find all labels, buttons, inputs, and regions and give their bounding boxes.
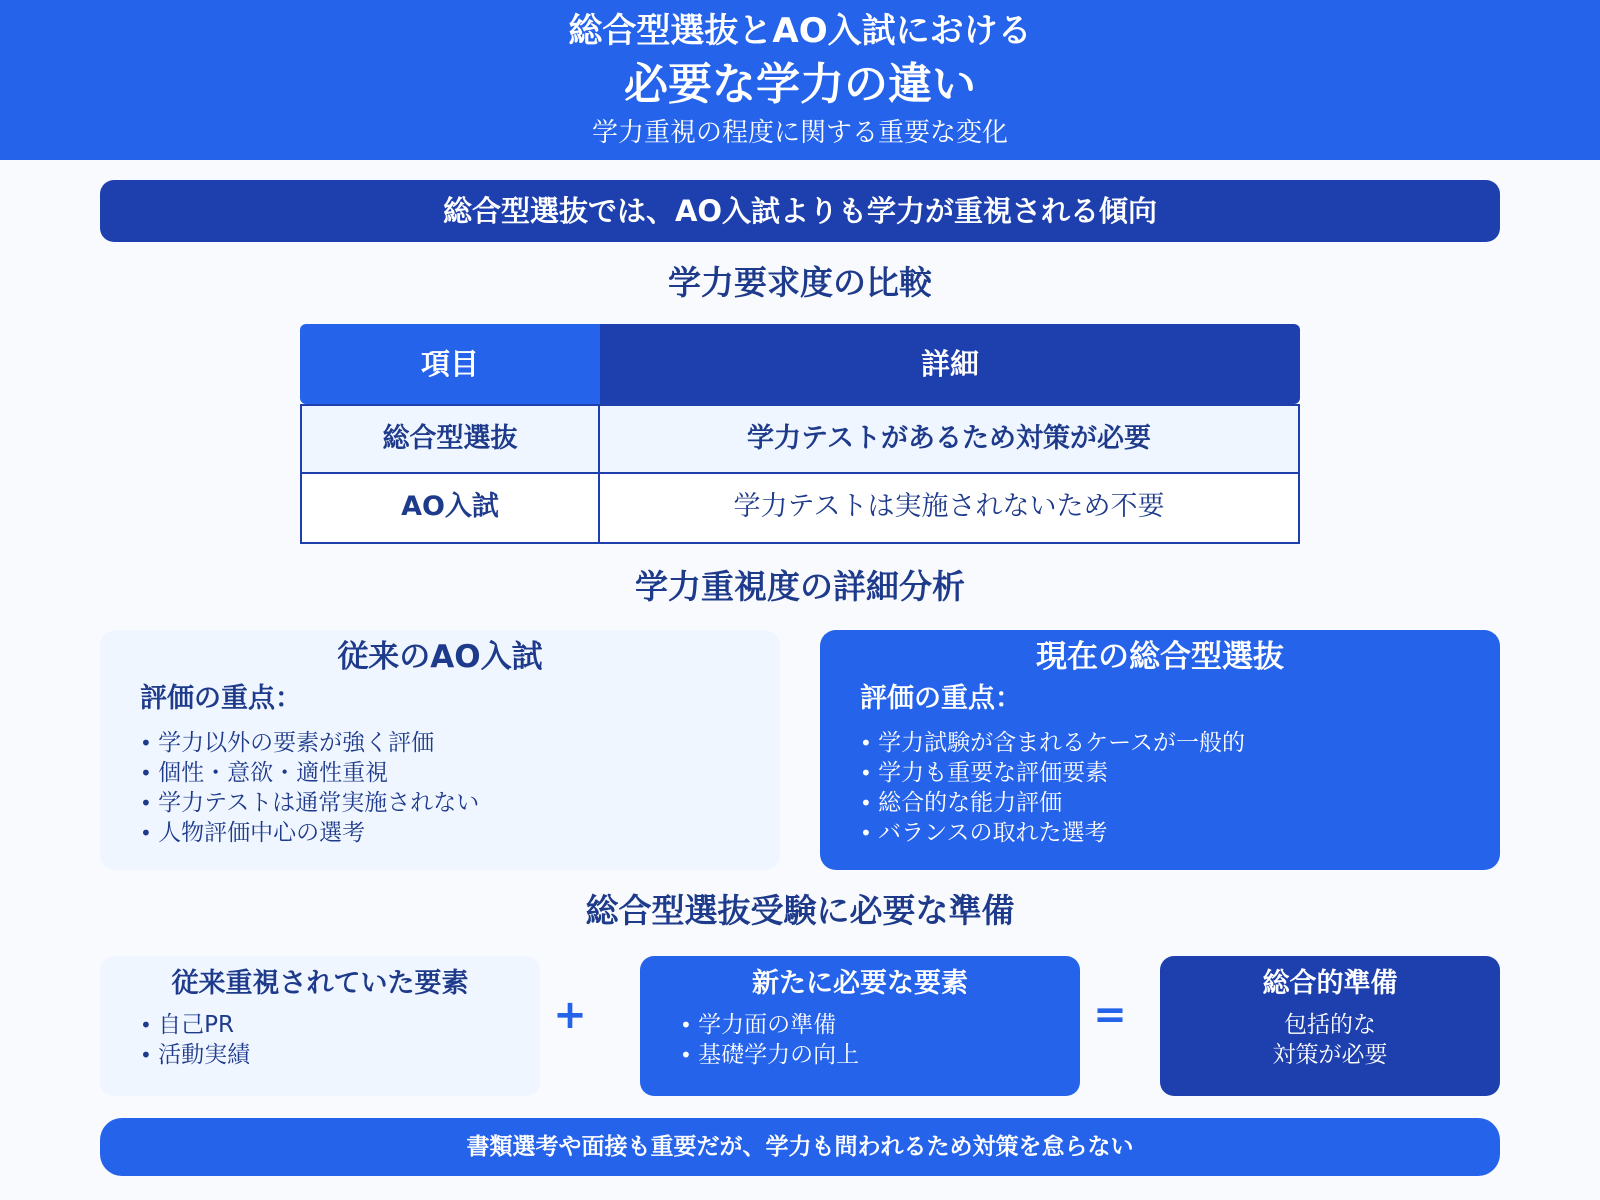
list-item: • 総合的な能力評価: [860, 788, 1460, 818]
title-line-1: 総合型選抜とAO入試における: [568, 11, 1032, 51]
subtitle: 学力重視の程度に関する重要な変化: [591, 118, 1008, 148]
card-list: [860, 728, 1460, 848]
list-item: • 基礎学力の向上: [680, 1040, 1040, 1070]
list-item: • バランスの取れた選考: [860, 818, 1460, 848]
box-title: 従来重視されていた要素: [171, 968, 469, 999]
header: [0, 0, 1600, 160]
equals-sign: =: [1093, 992, 1127, 1038]
list-item: • 学力以外の要素が強く評価: [140, 728, 740, 758]
row-detail: 学力テストがあるため対策が必要: [747, 423, 1151, 454]
key-message-banner: 総合型選抜では、AO入試よりも学力が重視される傾向: [100, 180, 1500, 242]
traditional-elements-box: [100, 956, 540, 1096]
list-item: • 個性・意欲・適性重視: [140, 758, 740, 788]
comprehensive-preparation-box: [1160, 956, 1500, 1096]
card-list: [140, 728, 740, 848]
preparation-title: 総合型選抜受験に必要な準備: [585, 891, 1015, 930]
box-title: 新たに必要な要素: [752, 968, 968, 999]
list-item: • 学力面の準備: [680, 1010, 1040, 1040]
table-row: [300, 474, 1300, 544]
list-item: • 自己PR: [140, 1010, 500, 1040]
new-elements-box: [640, 956, 1080, 1096]
list-item: • 学力テストは通常実施されない: [140, 788, 740, 818]
comparison-title: 学力要求度の比較: [668, 263, 932, 302]
box-text-line: 対策が必要: [1272, 1042, 1388, 1068]
list-item: • 学力試験が含まれるケースが一般的: [860, 728, 1460, 758]
list-item: • 活動実績: [140, 1040, 500, 1070]
box-text-line: 包括的な: [1284, 1012, 1376, 1038]
footer-message: 書類選考や面接も重要だが、学力も問われるため対策を怠らない: [100, 1118, 1500, 1176]
header-detail: 詳細: [600, 324, 1300, 404]
list-item: • 人物評価中心の選考: [140, 818, 740, 848]
box-list: [680, 1010, 1040, 1070]
card-subtitle: 評価の重点：: [860, 683, 1022, 714]
row-detail: 学力テストは実施されないため不要: [733, 491, 1165, 522]
traditional-ao-card: [100, 630, 780, 870]
box-title: 総合的準備: [1262, 968, 1398, 999]
analysis-title: 学力重視度の詳細分析: [635, 567, 965, 606]
row-item: 総合型選抜: [302, 406, 600, 472]
box-list: [140, 1010, 500, 1070]
table-row: [300, 404, 1300, 474]
comparison-table: [300, 324, 1300, 544]
title-line-2: 必要な学力の違い: [624, 59, 976, 110]
row-item: AO入試: [302, 474, 600, 542]
card-title: 現在の総合型選抜: [1036, 639, 1284, 675]
list-item: • 学力も重要な評価要素: [860, 758, 1460, 788]
card-title: 従来のAO入試: [337, 639, 543, 675]
card-subtitle: 評価の重点：: [140, 683, 302, 714]
table-header: [300, 324, 1300, 404]
current-selection-card: [820, 630, 1500, 870]
plus-sign: +: [553, 992, 587, 1038]
header-item: 項目: [300, 324, 600, 404]
